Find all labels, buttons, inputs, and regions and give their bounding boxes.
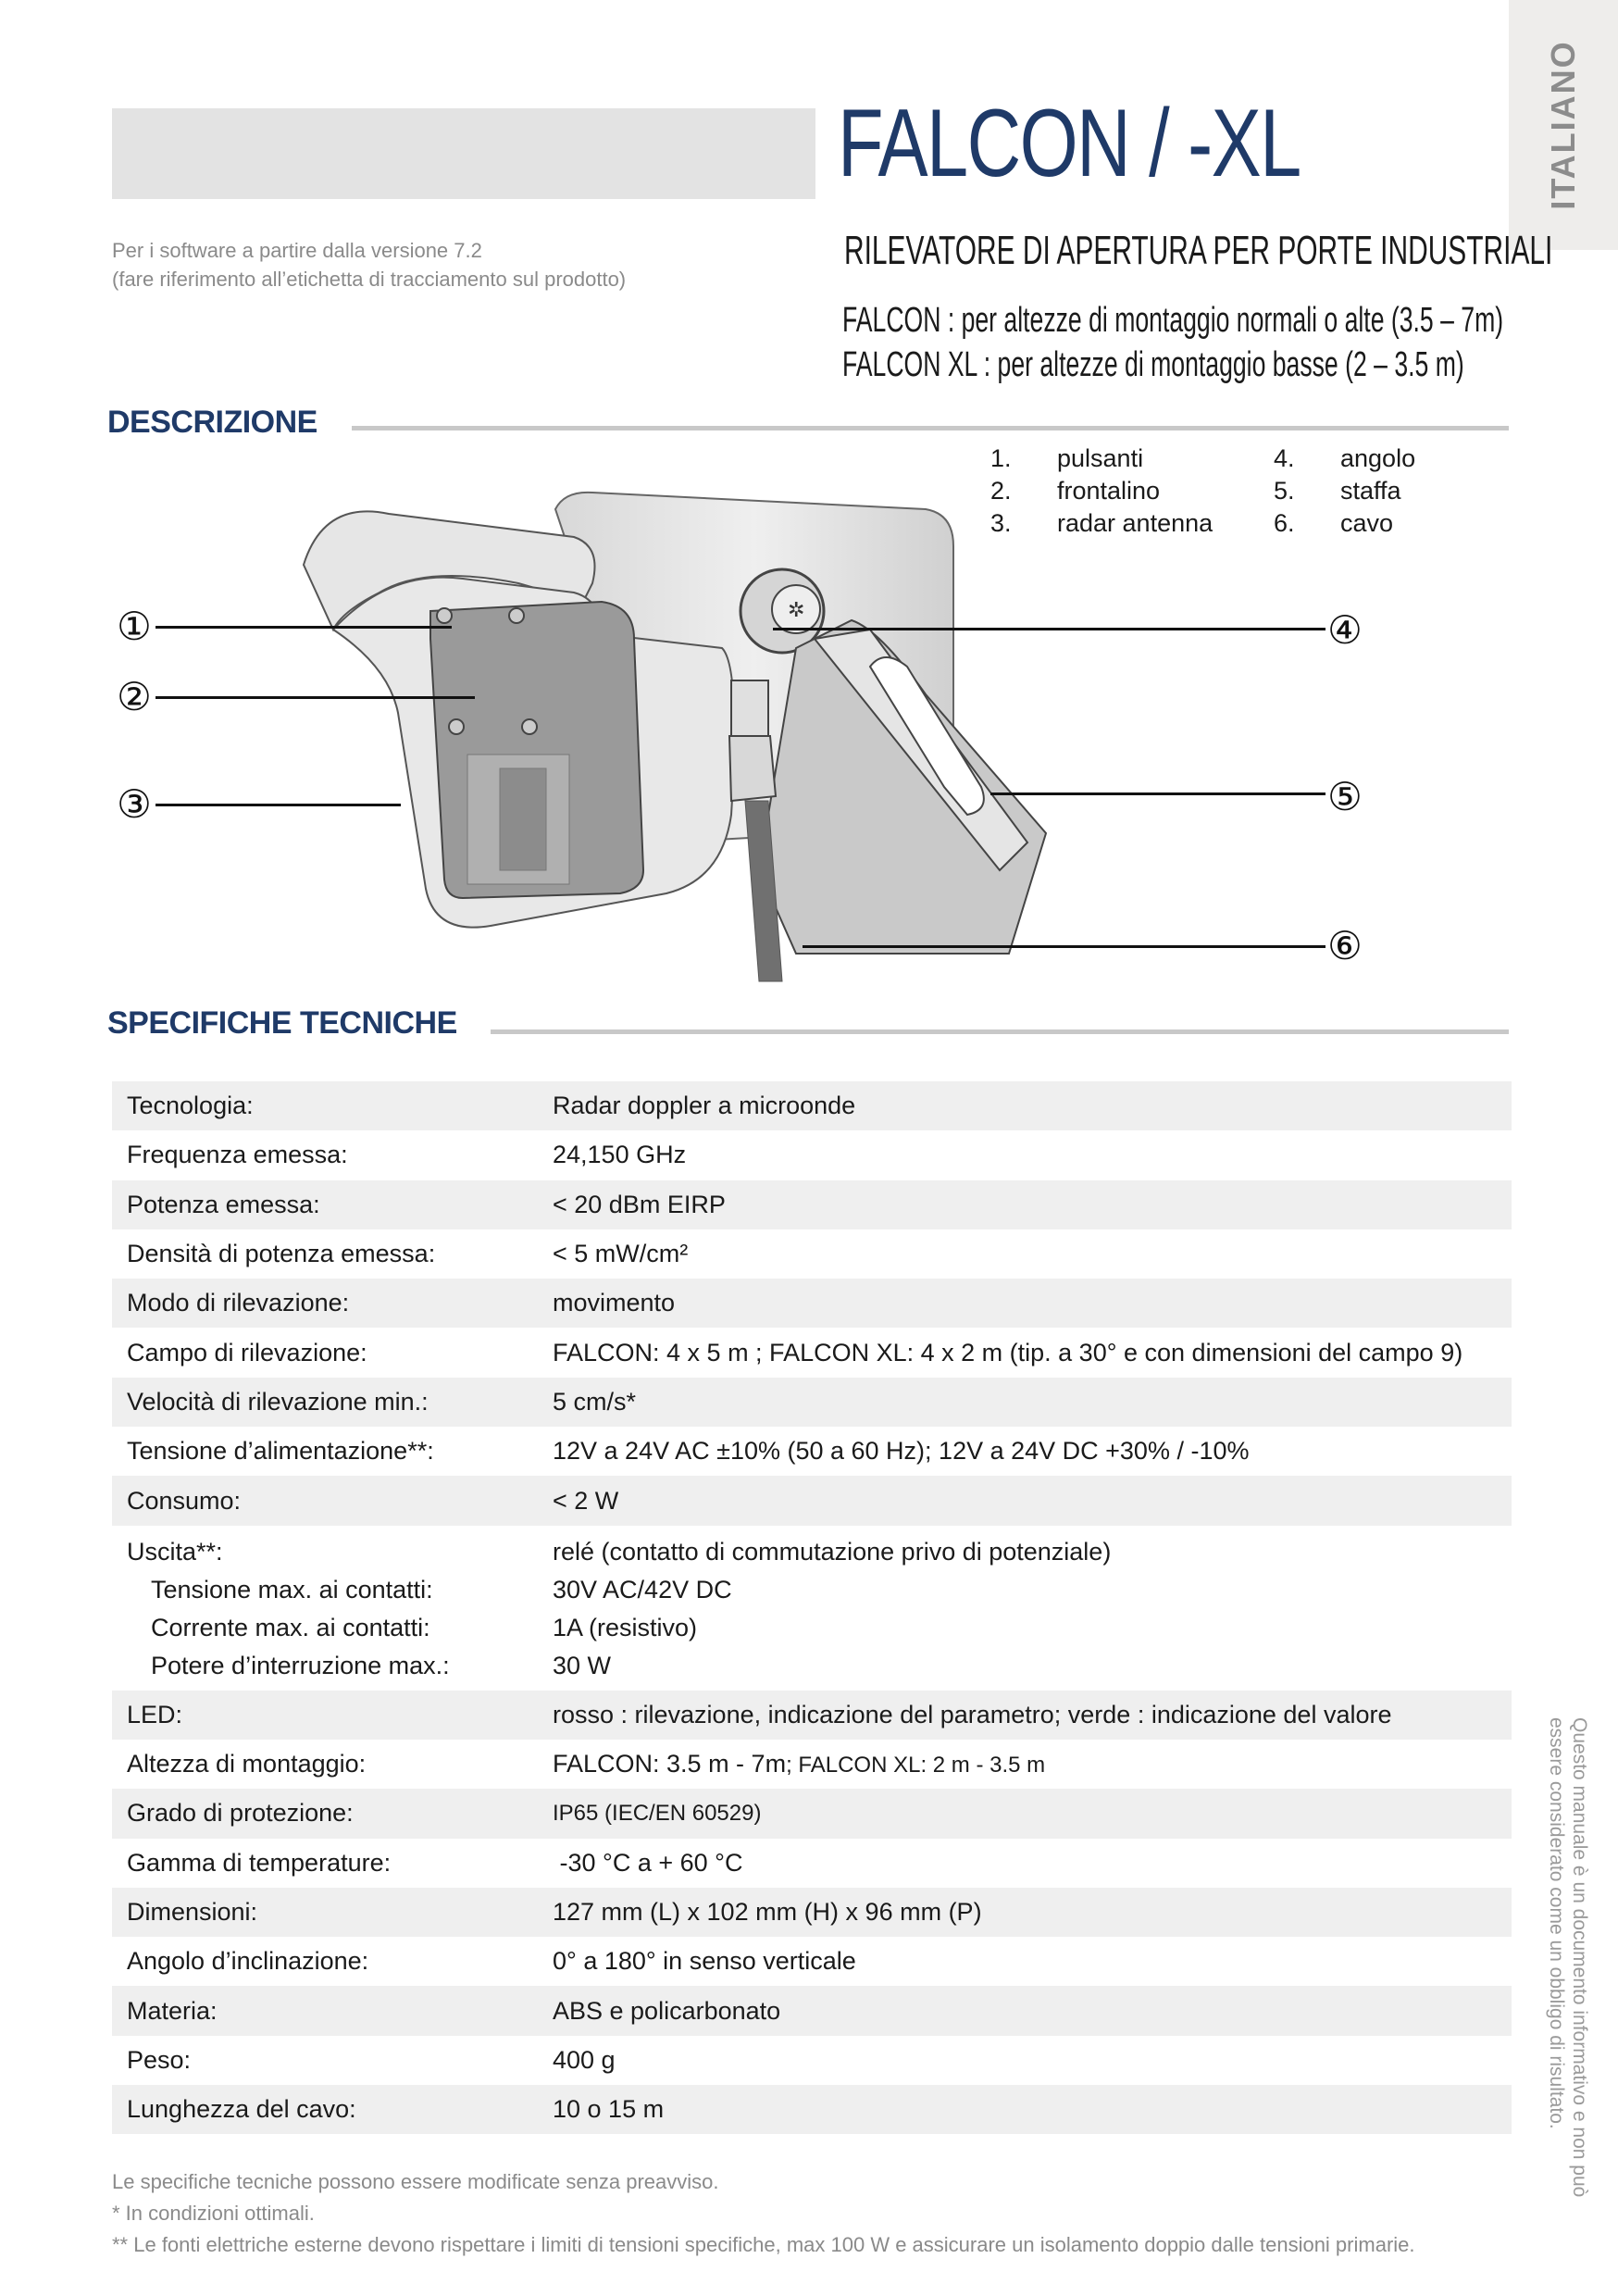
spec-value: < 2 W [553, 1486, 619, 1515]
callout-leader-2 [156, 696, 475, 699]
footnote-double-asterisk: ** Le fonti elettriche esterne devono rispettare i limiti di tensioni specifiche, max 100 W e assicurare un isolamento doppio dalle tensioni primarie. [112, 2233, 1415, 2256]
spec-value: 400 g [553, 2045, 616, 2074]
svg-text:✲: ✲ [788, 598, 805, 621]
section-rule [352, 426, 1509, 430]
spec-row [112, 1180, 1512, 1229]
spec-label: Altezza di montaggio: [127, 1750, 367, 1778]
spec-value: 5 cm/s* [553, 1387, 637, 1416]
spec-row [112, 1740, 1512, 1789]
side-note-line-1: Questo manuale è un documento informativo e non può [1569, 1717, 1590, 2198]
callout-4: ④ [1327, 608, 1363, 652]
callout-3: ③ [117, 782, 152, 826]
spec-value: ABS e policarbonato [553, 1996, 781, 2025]
spec-label: Grado di protezione: [127, 1799, 354, 1828]
model-falcon: FALCON : per altezze di montaggio normali o alte (3.5 – 7m) [842, 301, 1504, 340]
spec-label: Potenza emessa: [127, 1190, 320, 1218]
header-gray-band [112, 108, 815, 199]
legend-label: angolo [1340, 444, 1416, 472]
callout-leader-5 [990, 792, 1326, 795]
spec-label: LED: [127, 1700, 183, 1728]
callout-leader-4 [773, 628, 1326, 630]
spec-value: FALCON: 3.5 m - 7m [553, 1750, 787, 1778]
side-note-line-2: essere considerato come un obbligo di risultato. [1546, 1717, 1567, 2129]
callout-5: ⑤ [1327, 775, 1363, 818]
callout-leader-6 [803, 945, 1326, 948]
callout-2: ② [117, 675, 152, 718]
legend-label: pulsanti [1057, 444, 1144, 472]
spec-value-wrap [553, 1750, 1512, 1778]
language-label: ITALIANO [1544, 40, 1582, 210]
spec-label: Gamma di temperature: [127, 1848, 392, 1877]
legend-num: 5. [1274, 477, 1295, 505]
spec-value: 0° a 180° in senso verticale [553, 1947, 856, 1976]
spec-value: 12V a 24V AC ±10% (50 a 60 Hz); 12V a 24V DC +30% / -10% [553, 1437, 1250, 1466]
spec-row-output [112, 1526, 1512, 1691]
spec-label: Lunghezza del cavo: [127, 2095, 356, 2124]
spec-value: 1A (resistivo) [553, 1613, 698, 1641]
spec-value-small: ; FALCON XL: 2 m - 3.5 m [786, 1753, 1046, 1778]
spec-row [112, 1229, 1512, 1279]
spec-label: Tecnologia: [127, 1092, 254, 1120]
spec-value: relé (contatto di commutazione privo di potenziale) [553, 1537, 1112, 1566]
spec-label: Densità di potenza emessa: [127, 1240, 436, 1268]
spec-sublabel: Tensione max. ai contatti: [151, 1575, 433, 1603]
spec-row [112, 1691, 1512, 1740]
spec-row [112, 1081, 1512, 1130]
spec-table [112, 1081, 1512, 2134]
legal-side-note [1545, 1717, 1591, 2197]
spec-label: Angolo d’inclinazione: [127, 1947, 369, 1976]
spec-row [112, 2085, 1512, 2134]
spec-label: Tensione d’alimentazione**: [127, 1437, 434, 1466]
callout-6: ⑥ [1327, 924, 1363, 967]
callout-leader-3 [156, 804, 401, 806]
section-heading-descrizione: DESCRIZIONE [107, 405, 317, 440]
callout-1: ① [117, 605, 152, 648]
version-line-1: Per i software a partire dalla versione 7.2 [112, 239, 482, 262]
product-subtitle: RILEVATORE DI APERTURA PER PORTE INDUSTRIALI [844, 228, 1553, 273]
spec-label: Consumo: [127, 1486, 242, 1515]
spec-row [112, 2036, 1512, 2085]
legend-num: 2. [990, 477, 1012, 505]
spec-label: Frequenza emessa: [127, 1141, 348, 1169]
spec-label: Materia: [127, 1996, 218, 2025]
spec-value: 10 o 15 m [553, 2095, 665, 2124]
spec-row [112, 1839, 1512, 1888]
language-tab [1509, 0, 1618, 250]
spec-value: < 5 mW/cm² [553, 1240, 689, 1268]
spec-row [112, 1789, 1512, 1838]
spec-label: Modo di rilevazione: [127, 1289, 350, 1317]
spec-row [112, 1130, 1512, 1179]
spec-value: FALCON: 4 x 5 m ; FALCON XL: 4 x 2 m (tip. a 30° e con dimensioni del campo 9) [553, 1338, 1463, 1366]
spec-label: Uscita**: [127, 1537, 223, 1566]
spec-value: movimento [553, 1289, 676, 1317]
legend-label: staffa [1340, 477, 1401, 505]
spec-label: Dimensioni: [127, 1898, 258, 1926]
spec-value: rosso : rilevazione, indicazione del parametro; verde : indicazione del valore [553, 1700, 1392, 1728]
spec-sublabel: Potere d’interruzione max.: [151, 1651, 450, 1679]
version-line-2: (fare riferimento all’etichetta di tracciamento sul prodotto) [112, 268, 627, 291]
legend-num: 3. [990, 509, 1012, 537]
product-illustration [278, 481, 1111, 1000]
spec-sublabel: Corrente max. ai contatti: [151, 1613, 430, 1641]
spec-row [112, 1937, 1512, 1986]
spec-row [112, 1427, 1512, 1476]
spec-label: Velocità di rilevazione min.: [127, 1387, 429, 1416]
footnote-disclaimer: Le specifiche tecniche possono essere modificate senza preavviso. [112, 2170, 719, 2193]
spec-value: -30 °C a + 60 °C [553, 1848, 743, 1877]
legend-label: cavo [1340, 509, 1394, 537]
spec-row [112, 1328, 1512, 1377]
spec-label: Campo di rilevazione: [127, 1338, 367, 1366]
software-version-note [112, 236, 626, 293]
legend-num: 1. [990, 444, 1012, 472]
spec-row [112, 1888, 1512, 1937]
spec-value: < 20 dBm EIRP [553, 1190, 726, 1218]
spec-value: IP65 (IEC/EN 60529) [553, 1800, 762, 1826]
section-rule [491, 1029, 1509, 1034]
spec-row [112, 1279, 1512, 1328]
spec-row [112, 1986, 1512, 2035]
footnotes [112, 2166, 1415, 2261]
legend-label: radar antenna [1057, 509, 1214, 537]
legend-label: frontalino [1057, 477, 1161, 505]
model-variants [842, 298, 1503, 387]
spec-row [112, 1378, 1512, 1427]
footnote-single-asterisk: * In condizioni ottimali. [112, 2202, 315, 2225]
callout-leader-1 [156, 626, 452, 629]
spec-label: Peso: [127, 2045, 192, 2074]
legend-num: 6. [1274, 509, 1295, 537]
product-title: FALCON / -XL [838, 90, 1301, 197]
spec-row [112, 1476, 1512, 1525]
spec-value: 127 mm (L) x 102 mm (H) x 96 mm (P) [553, 1898, 982, 1926]
spec-value: 24,150 GHz [553, 1141, 687, 1169]
spec-value: Radar doppler a microonde [553, 1092, 856, 1120]
legend-num: 4. [1274, 444, 1295, 472]
section-heading-specifiche: SPECIFICHE TECNICHE [107, 1005, 457, 1041]
spec-value: 30V AC/42V DC [553, 1575, 732, 1603]
spec-value: 30 W [553, 1651, 612, 1679]
model-falcon-xl: FALCON XL : per altezze di montaggio basse (2 – 3.5 m) [842, 345, 1464, 384]
